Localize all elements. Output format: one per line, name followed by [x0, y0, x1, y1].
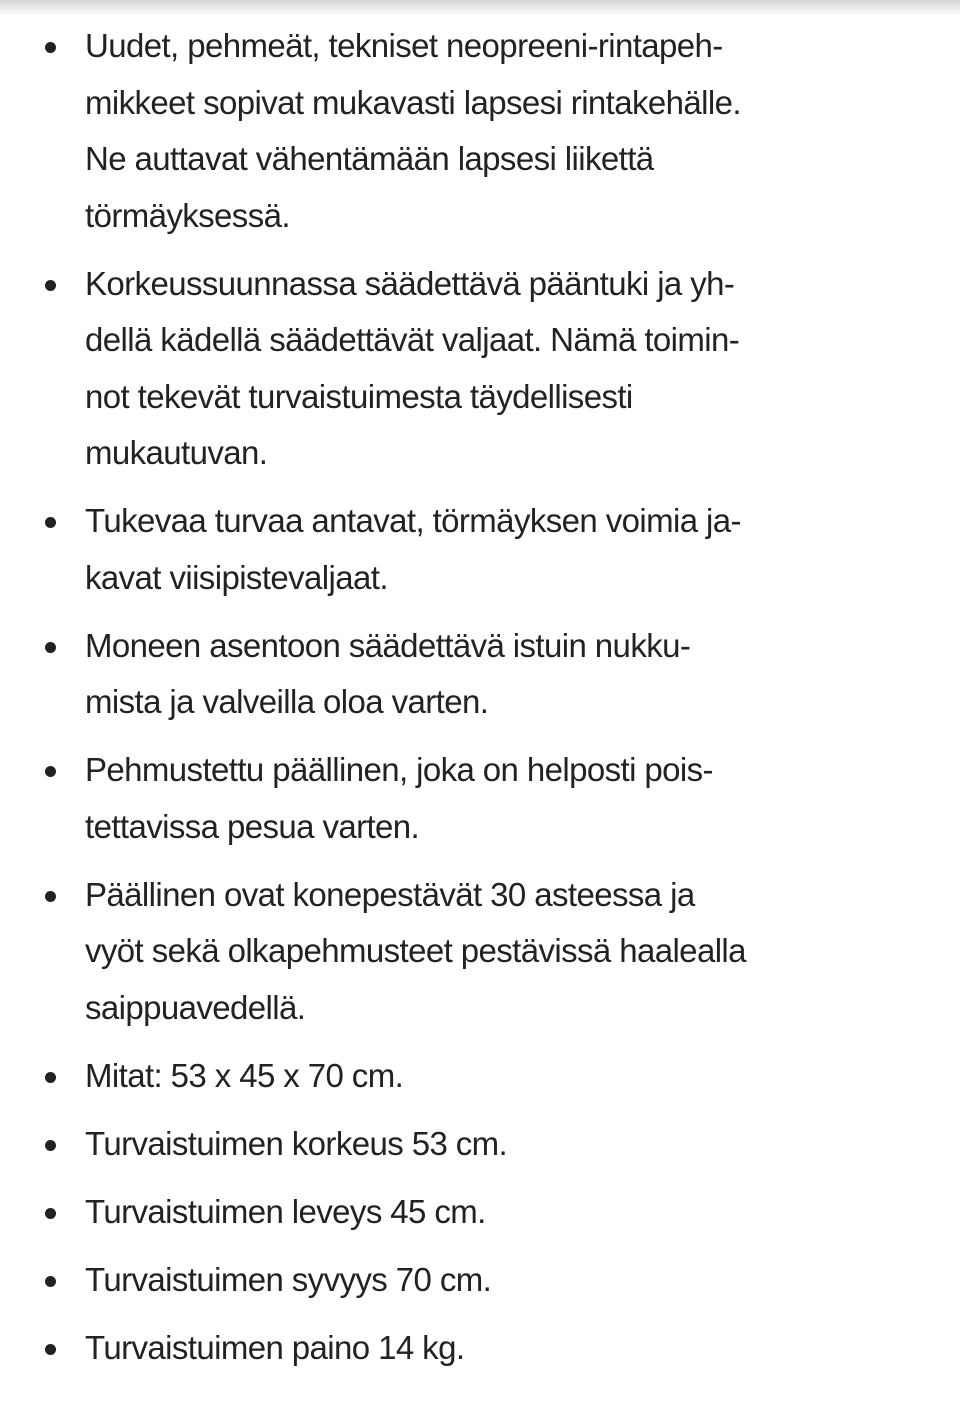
list-item-text: dellä kädellä säädettävät valjaat. Nämä toimin- — [85, 321, 740, 358]
bullet-icon — [45, 42, 56, 53]
list-item — [0, 867, 960, 1037]
list-item — [0, 1184, 960, 1241]
list-item-text: kavat viisipistevaljaat. — [85, 558, 388, 596]
list-item-text: mukautuvan. — [85, 434, 268, 471]
list-item-text: Turvaistuimen korkeus 53 cm. — [85, 1124, 508, 1162]
list-item-text: not tekevät turvaistuimesta täydellisesti — [85, 377, 633, 415]
list-item-text: Moneen asentoon säädettävä istuin nukku- — [85, 626, 691, 664]
list-item — [0, 256, 960, 482]
list-item-text: törmäyksessä. — [85, 196, 290, 234]
list-item-text: Turvaistuimen syvyys 70 cm. — [85, 1260, 492, 1298]
list-item — [0, 1320, 960, 1377]
list-item — [0, 1252, 960, 1309]
list-item-text: Ne auttavat vähentämään lapsesi liikettä — [85, 140, 654, 177]
header-shadow — [0, 0, 960, 16]
list-item — [0, 618, 960, 731]
list-item — [0, 1048, 960, 1105]
list-item-text: mikkeet sopivat mukavasti lapsesi rintakehälle. — [85, 83, 741, 121]
list-item-text: Turvaistuimen paino 14 kg. — [85, 1328, 465, 1366]
list-item — [0, 493, 960, 606]
list-item-text: tettavissa pesua varten. — [85, 807, 420, 845]
list-item — [0, 18, 960, 244]
list-item-text: Korkeussuunnassa säädettävä pääntuki ja yh- — [85, 264, 735, 302]
bullet-icon — [45, 1140, 56, 1151]
bullet-icon — [45, 1072, 56, 1083]
list-item-text: Uudet, pehmeät, tekniset neopreeni-rintapeh- — [85, 27, 723, 64]
list-item-text: Mitat: 53 x 45 x 70 cm. — [85, 1056, 404, 1094]
bullet-icon — [45, 517, 56, 528]
list-item-text: mista ja valveilla oloa varten. — [85, 683, 489, 720]
list-item-text: Päällinen ovat konepestävät 30 asteessa ja — [85, 875, 695, 913]
list-item — [0, 1116, 960, 1173]
bullet-icon — [45, 766, 56, 777]
list-item-text: Pehmustettu päällinen, joka on helposti pois- — [85, 751, 713, 788]
bullet-icon — [45, 1208, 56, 1219]
bullet-icon — [45, 891, 56, 902]
bullet-icon — [45, 1276, 56, 1287]
list-item-text: Tukevaa turvaa antavat, törmäyksen voimia ja- — [85, 502, 741, 539]
list-item-text: saippuavedellä. — [85, 988, 306, 1026]
bullet-icon — [45, 1344, 56, 1355]
feature-list — [0, 18, 960, 1388]
list-item — [0, 742, 960, 855]
list-item-text: vyöt sekä olkapehmusteet pestävissä haalealla — [85, 932, 746, 969]
list-item-text: Turvaistuimen leveys 45 cm. — [85, 1192, 486, 1230]
bullet-icon — [45, 642, 56, 653]
bullet-icon — [45, 280, 56, 291]
